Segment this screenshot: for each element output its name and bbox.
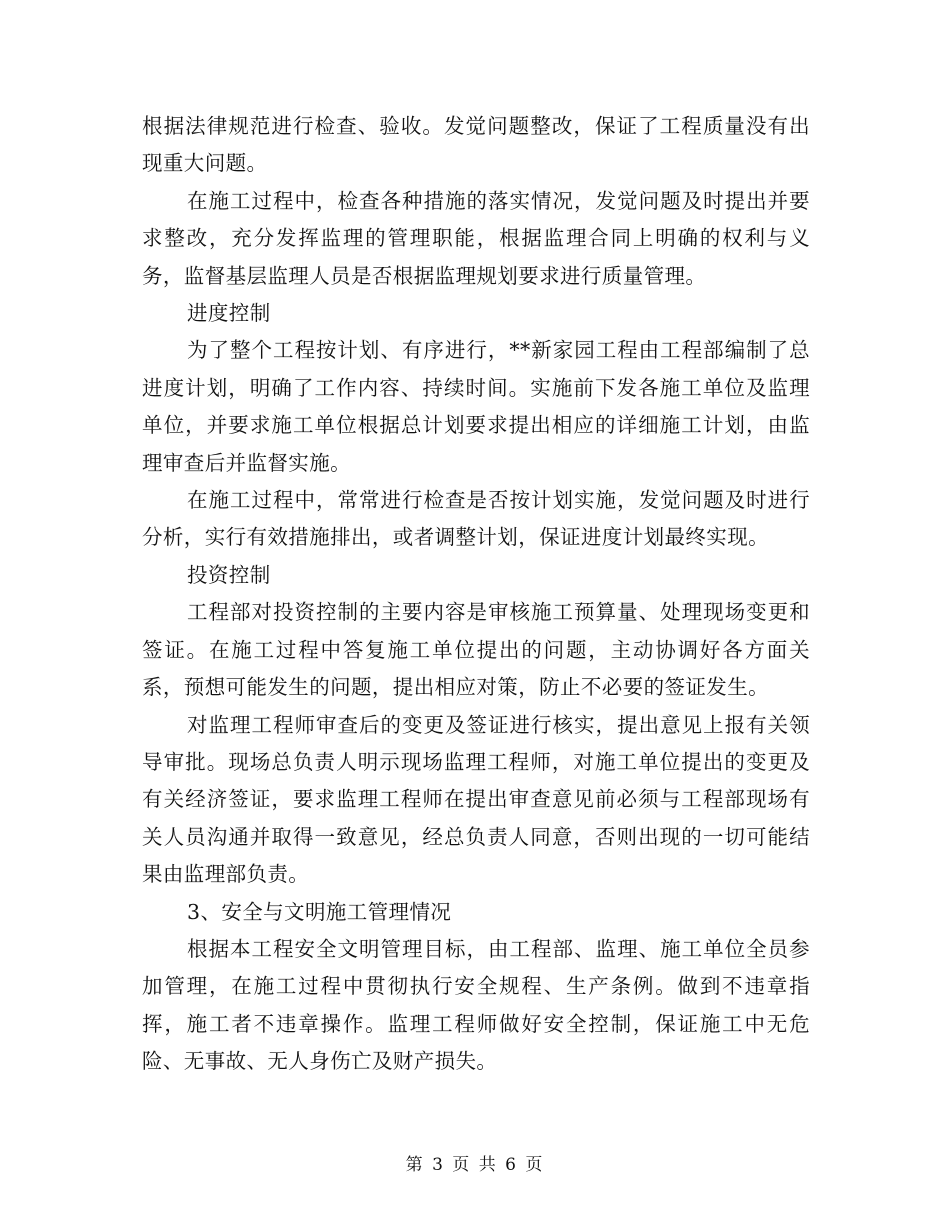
- paragraph-investment-verification: 对监理工程师审查后的变更及签证进行核实，提出意见上报有关领导审批。现场总负责人明示现场监理工程师，对施工单位提出的变更及有关经济签证，要求监理工程师在提出审查意见前必须与工程部现场有关人员沟通并取得一致意见，经总负责人同意，否则出现的一切可能结果由监理部负责。: [142, 712, 810, 887]
- heading-investment-control: 投资控制: [187, 562, 271, 587]
- paragraph-investment-review: 工程部对投资控制的主要内容是审核施工预算量、处理现场变更和签证。在施工过程中答复施工单位提出的问题，主动协调好各方面关系，预想可能发生的问题，提出相应对策，防止不必要的签证发生。: [142, 600, 810, 700]
- paragraph-quality-inspection: 在施工过程中，检查各种措施的落实情况，发觉问题及时提出并要求整改，充分发挥监理的管理职能，根据监理合同上明确的权利与义务，监督基层监理人员是否根据监理规划要求进行质量管理。: [142, 188, 810, 288]
- page-number-footer: 第 3 页 共 6 页: [405, 1155, 545, 1175]
- paragraph-schedule-plan: 为了整个工程按计划、有序进行，**新家园工程由工程部编制了总进度计划，明确了工作内容、持续时间。实施前下发各施工单位及监理单位，并要求施工单位根据总计划要求提出相应的详细施工计划，由监理审查后并监督实施。: [142, 338, 810, 475]
- document-body: [142, 108, 810, 1081]
- paragraph-safety-goals: 根据本工程安全文明管理目标，由工程部、监理、施工单位全员参加管理，在施工过程中贯彻执行安全规程、生产条例。做到不违章指挥，施工者不违章操作。监理工程师做好安全控制，保证施工中无危险、无事故、无人身伤亡及财产损失。: [142, 936, 810, 1074]
- heading-safety-management: 3、安全与文明施工管理情况: [187, 899, 452, 924]
- paragraph-quality-continued: 根据法律规范进行检查、验收。发觉问题整改，保证了工程质量没有出现重大问题。: [142, 114, 810, 176]
- heading-schedule-control: 进度控制: [187, 301, 271, 326]
- paragraph-schedule-check: 在施工过程中，常常进行检查是否按计划实施，发觉问题及时进行分析，实行有效措施排出，或者调整计划，保证进度计划最终实现。: [142, 488, 810, 550]
